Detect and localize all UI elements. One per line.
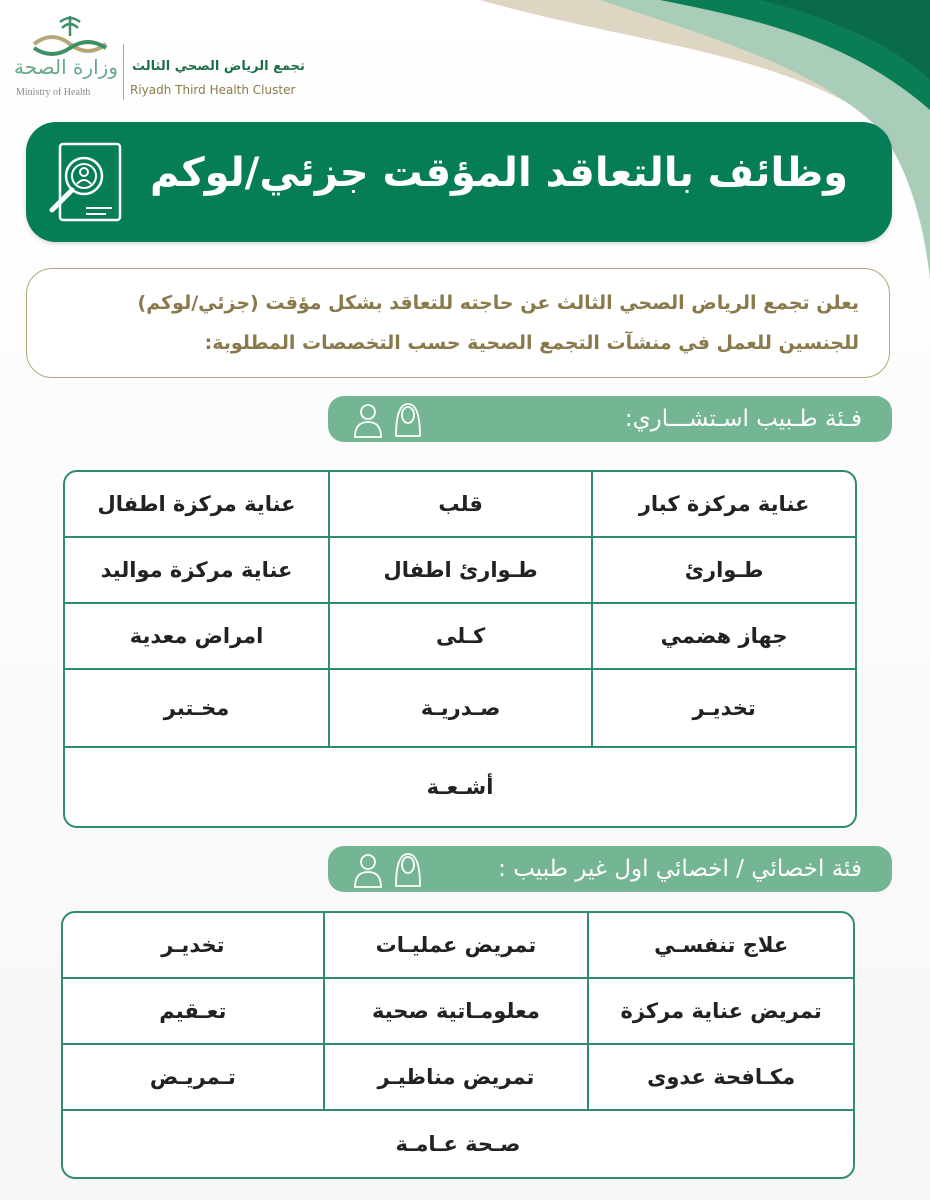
page-title: وظائف بالتعاقد المؤقت جزئي/لوكم bbox=[150, 150, 848, 196]
table-cell: مكـافحة عدوى bbox=[587, 1045, 853, 1111]
document-search-icon bbox=[46, 142, 126, 222]
table-cell: معلومـاتية صحية bbox=[323, 979, 588, 1045]
table-cell: تمريض مناظيـر bbox=[323, 1045, 588, 1111]
table-cell-full: صـحة عـامـة bbox=[395, 1132, 521, 1156]
section-specialist-label: فئة اخصائي / اخصائي اول غير طبيب : bbox=[498, 856, 862, 882]
doctors-icon bbox=[352, 400, 428, 438]
ministry-name-ar: وزارة الصحة bbox=[14, 55, 118, 79]
intro-box bbox=[26, 268, 890, 378]
table-cell: طـوارئ اطفال bbox=[328, 538, 591, 604]
intro-line-1: يعلن تجمع الرياض الصحي الثالث عن حاجته للتعاقد بشكل مؤقت (جزئي/لوكم) bbox=[137, 292, 859, 314]
table-cell: امراض معدية bbox=[65, 604, 328, 670]
table-cell: قلب bbox=[328, 472, 591, 538]
cluster-name-en: Riyadh Third Health Cluster bbox=[130, 83, 296, 97]
intro-line-2: للجنسين للعمل في منشآت التجمع الصحية حسب التخصصات المطلوبة: bbox=[204, 332, 859, 354]
doctors-icon bbox=[352, 850, 428, 888]
section-specialist-header bbox=[328, 846, 892, 892]
table-cell: تمريض عناية مركزة bbox=[587, 979, 853, 1045]
table-cell: تعـقيم bbox=[63, 979, 323, 1045]
table-cell: جهاز هضمي bbox=[591, 604, 855, 670]
table-cell: صـدريـة bbox=[328, 670, 591, 748]
table-cell: مخـتبر bbox=[65, 670, 328, 748]
cluster-name-ar: تجمع الرياض الصحي الثالث bbox=[132, 59, 305, 74]
specialist-specialties-table bbox=[61, 911, 855, 1179]
table-cell: كـلى bbox=[328, 604, 591, 670]
table-cell: تمريض عمليـات bbox=[323, 913, 588, 979]
logo-divider bbox=[123, 44, 124, 100]
table-cell: علاج تنفسـي bbox=[587, 913, 853, 979]
section-consultant-header bbox=[328, 396, 892, 442]
table-cell: تـمريـض bbox=[63, 1045, 323, 1111]
ministry-logo-icon bbox=[14, 14, 124, 58]
ministry-name-en: Ministry of Health bbox=[16, 87, 91, 98]
title-banner bbox=[26, 122, 892, 242]
section-consultant-label: فـئة طـبيب اسـتشـــاري: bbox=[624, 406, 862, 432]
table-cell: تخديـر bbox=[591, 670, 855, 748]
consultant-specialties-table bbox=[63, 470, 857, 828]
table-cell: عناية مركزة اطفال bbox=[65, 472, 328, 538]
table-cell: عناية مركزة مواليد bbox=[65, 538, 328, 604]
table-cell-full: أشـعـة bbox=[426, 775, 494, 799]
table-cell: عناية مركزة كبار bbox=[591, 472, 855, 538]
table-cell: تخديـر bbox=[63, 913, 323, 979]
table-cell: طـوارئ bbox=[591, 538, 855, 604]
